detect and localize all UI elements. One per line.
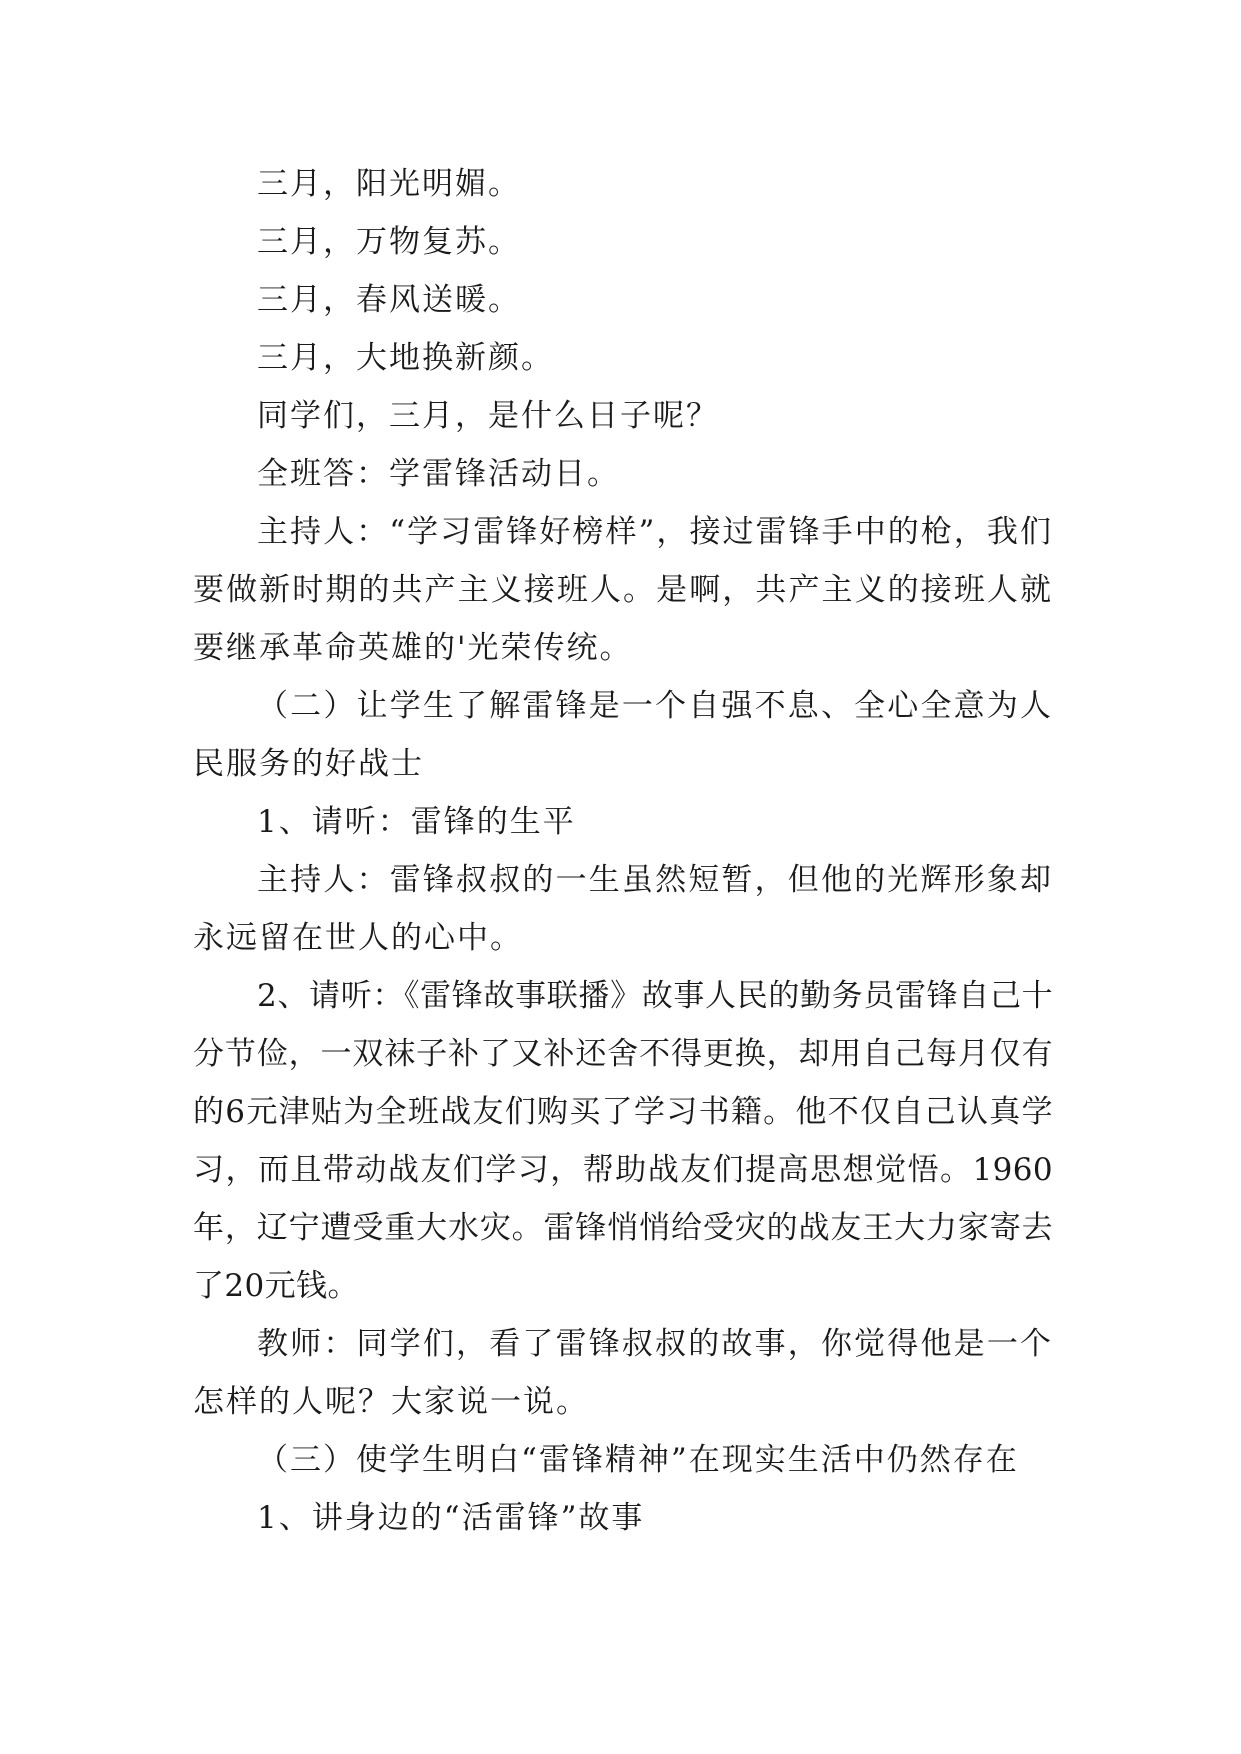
paragraph-march-new-look: 三月，大地换新颜。: [257, 340, 554, 376]
item-listen-biography: 1、请听：雷锋的生平: [257, 804, 576, 840]
paragraph-march-revival: 三月，万物复苏。: [257, 224, 521, 260]
paragraph-march-sunshine: 三月，阳光明媚。: [257, 166, 521, 202]
section-heading-three: （三）使学生明白“雷锋精神”在现实生活中仍然存在: [257, 1442, 1019, 1478]
item-living-leifeng-stories: 1、讲身边的“活雷锋”故事: [257, 1500, 645, 1536]
document-body: [193, 155, 1053, 1547]
paragraph-teacher-question: 教师：同学们，看了雷锋叔叔的故事，你觉得他是一个怎样的人呢？大家说一说。: [193, 1326, 1053, 1420]
paragraph-march-spring-wind: 三月，春风送暖。: [257, 282, 521, 318]
section-heading-two: （二）让学生了解雷锋是一个自强不息、全心全意为人民服务的好战士: [193, 688, 1053, 782]
paragraph-story-broadcast: 2、请听：《雷锋故事联播》故事人民的勤务员雷锋自己十分节俭，一双袜子补了又补还舍不得更换，却用自己每月仅有的6元津贴为全班战友们购买了学习书籍。他不仅自己认真学习，而且带动战友们学习，帮助战友们提高思想觉悟。1960年，辽宁遭受重大水灾。雷锋悄悄给受灾的战友王大力家寄去了20元钱。: [193, 978, 1053, 1304]
paragraph-question: 同学们，三月，是什么日子呢？: [257, 398, 719, 434]
paragraph-class-answer: 全班答：学雷锋活动日。: [257, 456, 620, 492]
paragraph-host-short-life: 主持人：雷锋叔叔的一生虽然短暂，但他的光辉形象却永远留在世人的心中。: [193, 862, 1053, 956]
paragraph-host-role-model: 主持人：“学习雷锋好榜样”，接过雷锋手中的枪，我们要做新时期的共产主义接班人。是啊，共产主义的接班人就要继承革命英雄的'光荣传统。: [193, 514, 1053, 666]
